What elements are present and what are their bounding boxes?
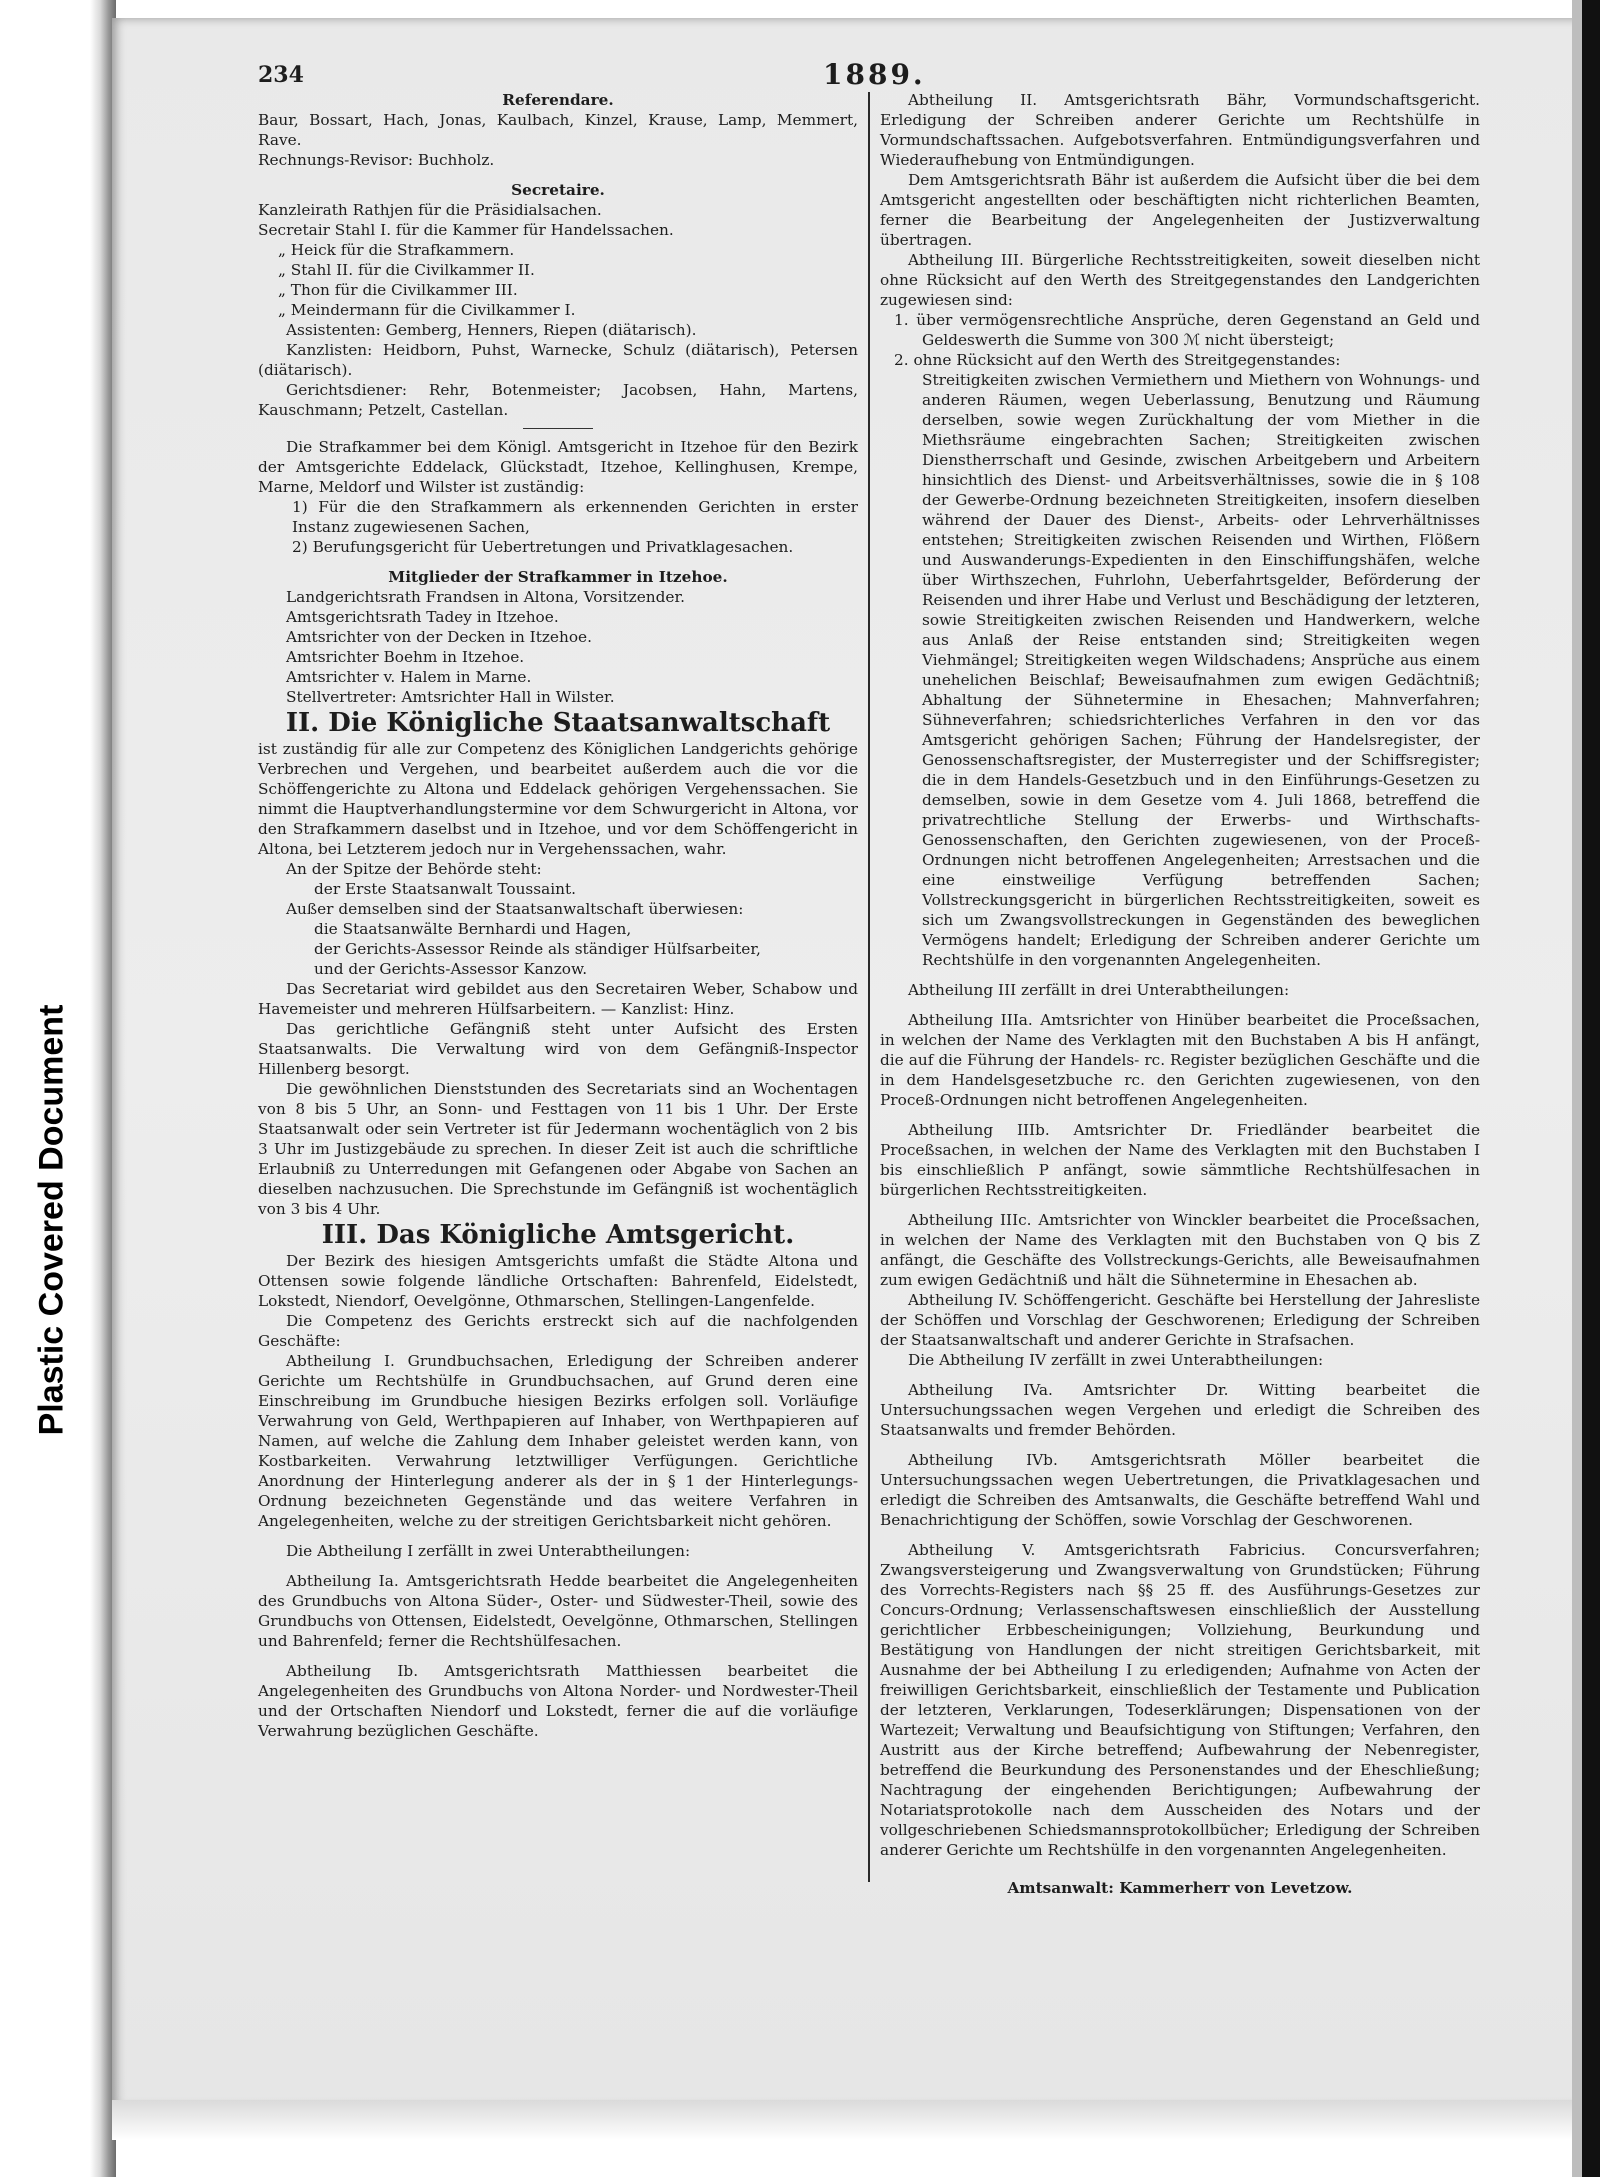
abtheilung-para: Abtheilung IVb. Amtsgerichtsrath Möller bearbeitet die Untersuchungssachen wegen Uebertretungen, die Privatklagesachen und erledigt die Schreiben des Amtsanwalts, die Geschäfte betreffend Wahl und Benachrichtigung der Schöffen, sowie Vorschlag der Geschworenen. — [880, 1451, 1480, 1529]
secretaire-line: „ Meindermann für die Civilkammer I. — [278, 301, 576, 319]
section-2-para: Die gewöhnlichen Dienststunden des Secretariats sind an Wochentagen von 8 bis 5 Uhr, an Sonn- und Festtagen von 11 bis 1 Uhr. Der Erste Staatsanwalt oder sein Vertreter ist für Jedermann wochentäglich von 2 bis 3 Uhr im Justizgebäude zu sprechen. In dieser Zeit ist auch die schriftliche Erlaubniß zu Unterredungen mit Gefangenen oder Abgabe von Sachen an dieselben nachzusuchen. Die Sprechstunde im Gefängniß ist wochentäglich von 3 bis 4 Uhr. — [258, 1080, 858, 1218]
secretaire-line: Assistenten: Gemberg, Henners, Riepen (diätarisch). — [286, 321, 697, 339]
secretaire-line: Kanzleirath Rathjen für die Präsidialsachen. — [258, 201, 602, 219]
right-column — [880, 90, 1480, 1898]
abtheilung-para: Abtheilung IIIa. Amtsrichter von Hinüber bearbeitet die Proceßsachen, in welchen der Name des Verklagten mit den Buchstaben A bis H anfängt, die auf die Führung der Handels- rc. Register bezüglichen Geschäfte und die in dem Handelsgesetzbuche rc. den Gerichten zugewiesenen, von den Proceß-Ordnungen nicht betroffenen Angelegenheiten. — [880, 1011, 1480, 1109]
section-2-para: An der Spitze der Behörde steht: — [286, 860, 542, 878]
abtheilung-para: Die Abtheilung IV zerfällt in zwei Unterabtheilungen: — [908, 1351, 1324, 1369]
section-2-para: Das gerichtliche Gefängniß steht unter Aufsicht des Ersten Staatsanwalts. Die Verwaltung wird von dem Gefängniß-Inspector Hillenberg besorgt. — [258, 1020, 858, 1078]
section-3-para: Abtheilung I. Grundbuchsachen, Erledigung der Schreiben anderer Gerichte um Rechtshülfe in Grundbuchsachen, auf Grund deren eine Einschreibung im Grundbuche hiesigen Bezirks erfolgen soll. Vorläufige Verwahrung von Geld, Werthpapieren auf Inhaber, von Werthpapieren auf Namen, auf welche die Zahlung dem Inhaber geleistet werden kann, von Kostbarkeiten. Verwahrung letztwilliger Verfügungen. Gerichtliche Anordnung der Hinterlegung anderer als der in § 1 der Hinterlegungs-Ordnung bezeichneten Gegenstände und das weitere Verfahren in Angelegenheiten, welche zu der streitigen Gerichtsbarkeit nicht gehören. — [258, 1352, 858, 1530]
section-3-para: Der Bezirk des hiesigen Amtsgerichts umfaßt die Städte Altona und Ottensen sowie folgende ländliche Ortschaften: Bahrenfeld, Eidelstedt, Lokstedt, Niendorf, Oevelgönne, Othmarschen, Stellingen-Langenfelde. — [258, 1252, 858, 1310]
abtheilung-para: Dem Amtsgerichtsrath Bähr ist außerdem die Aufsicht über die bei dem Amtsgericht angestellten oder beschäftigten nicht richterlichen Beamten, ferner die Bearbeitung der Angelegenheiten der Justizverwaltung übertragen. — [880, 171, 1480, 249]
section-3-para: Die Competenz des Gerichts erstreckt sich auf die nachfolgenden Geschäfte: — [258, 1312, 858, 1350]
section-2-para: die Staatsanwälte Bernhardi und Hagen, — [314, 920, 632, 938]
referendare-heading: Referendare. — [502, 91, 614, 109]
page-number: 234 — [258, 62, 304, 88]
secretaire-line: „ Stahl II. für die Civilkammer II. — [278, 261, 535, 279]
plastic-covered-label — [28, 960, 76, 1480]
mitglied-line: Amtsgerichtsrath Tadey in Itzehoe. — [286, 608, 559, 626]
strafkammer-item: 2) Berufungsgericht für Uebertretungen und Privatklagesachen. — [292, 538, 794, 556]
left-column — [258, 90, 858, 1741]
section-2-para: Außer demselben sind der Staatsanwaltschaft überwiesen: — [286, 900, 744, 918]
abtheilung-para: Abtheilung IIIc. Amtsrichter von Winckler bearbeitet die Proceßsachen, in welchen der Name des Verklagten mit den Buchstaben von Q bis Z anfängt, die Geschäfte des Vollstreckungs-Gerichts, alle Beweisaufnahmen zum ewigen Gedächtniß und hält die Sühnetermine in Ehesachen ab. — [880, 1211, 1480, 1289]
section-2-para: Das Secretariat wird gebildet aus den Secretairen Weber, Schabow und Havemeister und mehreren Hülfsarbeitern. — Kanzlist: Hinz. — [258, 980, 858, 1018]
abtheilung-para: Abtheilung IV. Schöffengericht. Geschäfte bei Herstellung der Jahresliste der Schöffen und Vorschlag der Geschworenen; Erledigung der Schreiben der Staatsanwaltschaft und anderer Gerichte in Strafsachen. — [880, 1291, 1480, 1349]
amtsanwalt-line: Amtsanwalt: Kammerherr von Levetzow. — [1007, 1879, 1353, 1897]
section-rule — [523, 428, 593, 429]
secretaire-line: Gerichtsdiener: Rehr, Botenmeister; Jacobsen, Hahn, Martens, Kauschmann; Petzelt, Castellan. — [258, 381, 858, 419]
abtheilung-para: Abtheilung IVa. Amtsrichter Dr. Witting bearbeitet die Untersuchungssachen wegen Vergehen und erledigt die Schreiben des Staatsanwalts und fremder Behörden. — [880, 1381, 1480, 1439]
section-2-heading: II. Die Königliche Staatsanwaltschaft — [285, 708, 831, 738]
mitglied-line: Landgerichtsrath Frandsen in Altona, Vorsitzender. — [286, 588, 685, 606]
mitglied-line: Amtsrichter Boehm in Itzehoe. — [286, 648, 525, 666]
side-label-text: Plastic Covered Document — [32, 1004, 71, 1436]
referendare-names: Baur, Bossart, Hach, Jonas, Kaulbach, Kinzel, Krause, Lamp, Memmert, Rave. — [258, 111, 858, 149]
column-divider — [868, 92, 870, 1882]
strafkammer-intro: Die Strafkammer bei dem Königl. Amtsgericht in Itzehoe für den Bezirk der Amtsgerichte Eddelack, Glückstadt, Itzehoe, Kellinghusen, Krempe, Marne, Meldorf und Wilster ist zuständig: — [258, 438, 858, 496]
section-3-heading: III. Das Königliche Amtsgericht. — [321, 1220, 795, 1250]
strafkammer-item: 1) Für die den Strafkammern als erkennenden Gerichten in erster Instanz zugewiesenen Sachen, — [292, 498, 858, 536]
mitglied-line: Stellvertreter: Amtsrichter Hall in Wilster. — [286, 688, 615, 706]
abtheilung-para: Abtheilung III zerfällt in drei Unterabtheilungen: — [908, 981, 1290, 999]
section-2-para: und der Gerichts-Assessor Kanzow. — [314, 960, 588, 978]
section-2-para: ist zuständig für alle zur Competenz des Königlichen Landgerichts gehörige Verbrechen und Vergehen, und bearbeitet außerdem auch die vor die Schöffengerichte zu Altona und Eddelack gehörigen Vergehenssachen. Sie nimmt die Hauptverhandlungstermine vor dem Schwurgericht in Altona, vor den Strafkammern daselbst und in Itzehoe, und vor dem Schöffengericht in Altona, bei Letzterem jedoch nur in Vergehenssachen, wahr. — [258, 740, 858, 858]
competence-detail: Streitigkeiten zwischen Vermiethern und Miethern von Wohnungs- und anderen Räumen, wegen Ueberlassung, Benutzung und Räumung derselben, sowie wegen Zurückhaltung der vom Miether in die Miethsräume eingebrachten Sachen; Streitigkeiten zwischen Dienstherrschaft und Gesinde, zwischen Arbeitgebern und Arbeitern hinsichtlich des Dienst- und Arbeitsverhältnisses, sowie die in § 108 der Gewerbe-Ordnung bezeichneten Streitigkeiten, insofern dieselben während der Dauer des Dienst-, Arbeits- oder Lehrverhältnisses entstehen; Streitigkeiten zwischen Reisenden und Wirthen, Flößern und Auswanderungs-Expedienten in den Einschiffungshäfen, welche über Wirthszechen, Fuhrlohn, Ueberfahrtsgelder, Beförderung der Reisenden und ihrer Habe und Verlust und Beschädigung der letzteren, sowie Streitigkeiten zwischen Reisenden und Handwerkern, welche aus Anlaß der Reise entstanden sind; Streitigkeiten wegen Viehmängel; Streitigkeiten wegen Wildschadens; Ansprüche aus einem unehelichen Beischlaf; Beweisaufnahmen zum ewigen Gedächtniß; Abhaltung der Sühnetermine in Ehesachen; Mahnverfahren; Sühneverfahren; schiedsrichterliches Verfahren in den vor das Amtsgericht gehörigen Sachen; Führung der Handelsregister, der Genossenschaftsregister, der Musterregister und der Schiffsregister; die in dem Handels-Gesetzbuch und in den Einführungs-Gesetzen zu demselben, sowie in dem Gesetze vom 4. Juli 1868, betreffend die privatrechtliche Stellung der Erwerbs- und Wirthschafts-Genossenschaften, den Gerichten zugewiesenen, von der Proceß-Ordnungen nicht betroffenen Angelegenheiten; Arrestsachen und die eine einstweilige Verfügung betreffenden Sachen; Vollstreckungsgericht in bürgerlichen Rechtsstreitigkeiten, soweit es sich um Zwangsvollstreckungen in Gegenständen des beweglichen Vermögens handelt; Erledigung der Schreiben anderer Gerichte um Rechtshülfe in den vorgenannten Angelegenheiten. — [922, 371, 1480, 969]
secretaire-heading: Secretaire. — [511, 181, 605, 199]
revisor-line: Rechnungs-Revisor: Buchholz. — [258, 151, 495, 169]
scan-border — [1582, 0, 1600, 2177]
secretaire-line: Kanzlisten: Heidborn, Puhst, Warnecke, Schulz (diätarisch), Petersen (diätarisch). — [258, 341, 858, 379]
abtheilung-para: Abtheilung IIIb. Amtsrichter Dr. Friedländer bearbeitet die Proceßsachen, in welchen der Name des Verklagten mit den Buchstaben I bis einschließlich P anfängt, sowie sämmtliche Rechtshülfesachen in bürgerlichen Rechtsstreitigkeiten. — [880, 1121, 1480, 1199]
mitglieder-heading: Mitglieder der Strafkammer in Itzehoe. — [388, 568, 728, 586]
section-3-para: Abtheilung Ib. Amtsgerichtsrath Matthiessen bearbeitet die Angelegenheiten des Grundbuchs von Altona Norder- und Nordwester-Theil und der Ortschaften Niendorf und Lokstedt, ferner die auf die vorläufige Verwahrung bezüglichen Geschäfte. — [258, 1662, 858, 1740]
abtheilung-para: Abtheilung III. Bürgerliche Rechtsstreitigkeiten, soweit dieselben nicht ohne Rücksicht auf den Werth des Streitgegenstandes den Landgerichten zugewiesen sind: — [880, 251, 1480, 309]
abtheilung-para: Abtheilung V. Amtsgerichtsrath Fabricius. Concursverfahren; Zwangsversteigerung und Zwangsverwaltung von Grundstücken; Führung des Vorrechts-Registers nach §§ 25 ff. des Ausführungs-Gesetzes zur Concurs-Ordnung; Verlassenschaftswesen einschließlich der Ausstellung gerichtlicher Erbbescheinigungen; Vollziehung, Beurkundung und Bestätigung von Handlungen der nicht streitigen Gerichtsbarkeit, mit Ausnahme der bei Abtheilung I zu erledigenden; Aufnahme von Acten der freiwilligen Gerichtsbarkeit, einschließlich der Testamente und Publication der letzteren, Verklarungen, Todeserklärungen; Dispensationen von der Wartezeit; Verwaltung und Beaufsichtigung von Stiftungen; Verfahren, den Austritt aus der Kirche betreffend; Aufbewahrung der Nebenregister, betreffend die Beurkundung des Personenstandes und der Eheschließung; Nachtragung der eingehenden Berichtigungen; Aufbewahrung der Notariatsprotokolle nach dem Ausscheiden des Notars und der vollgeschriebenen Schiedsmannsprotokollbücher; Erledigung der Schreiben anderer Gerichte um Rechtshülfe in den vorgenannten Angelegenheiten. — [880, 1541, 1480, 1859]
section-2-para: der Gerichts-Assessor Reinde als ständiger Hülfsarbeiter, — [314, 940, 761, 958]
section-2-para: der Erste Staatsanwalt Toussaint. — [314, 880, 577, 898]
secretaire-line: „ Thon für die Civilkammer III. — [278, 281, 518, 299]
section-3-para: Abtheilung Ia. Amtsgerichtsrath Hedde bearbeitet die Angelegenheiten des Grundbuchs von Altona Süder-, Oster- und Südwester-Theil, sowie des Grundbuchs von Ottensen, Eidelstedt, Oevelgönne, Othmarschen, Stellingen und Bahrenfeld; ferner die Rechtshülfesachen. — [258, 1572, 858, 1650]
secretaire-line: „ Heick für die Strafkammern. — [278, 241, 515, 259]
mitglied-line: Amtsrichter v. Halem in Marne. — [286, 668, 532, 686]
page-year-heading: 1889. — [823, 58, 926, 91]
competence-list-item: 2. ohne Rücksicht auf den Werth des Streitgegenstandes: — [894, 351, 1341, 369]
mitglied-line: Amtsrichter von der Decken in Itzehoe. — [286, 628, 592, 646]
section-3-para: Die Abtheilung I zerfällt in zwei Unterabtheilungen: — [286, 1542, 691, 1560]
competence-list-item: 1. über vermögensrechtliche Ansprüche, deren Gegenstand an Geld und Geldeswerth die Summe von 300 ℳ nicht übersteigt; — [894, 311, 1480, 349]
secretaire-line: Secretair Stahl I. für die Kammer für Handelssachen. — [258, 221, 674, 239]
scan-binding-edge — [1572, 0, 1582, 2177]
abtheilung-para: Abtheilung II. Amtsgerichtsrath Bähr, Vormundschaftsgericht. Erledigung der Schreiben anderer Gerichte um Rechtshülfe in Vormundschaftssachen. Aufgebotsverfahren. Entmündigungsverfahren und Wiederaufhebung von Entmündigungen. — [880, 91, 1480, 169]
page-bottom-edge — [112, 2100, 1582, 2140]
